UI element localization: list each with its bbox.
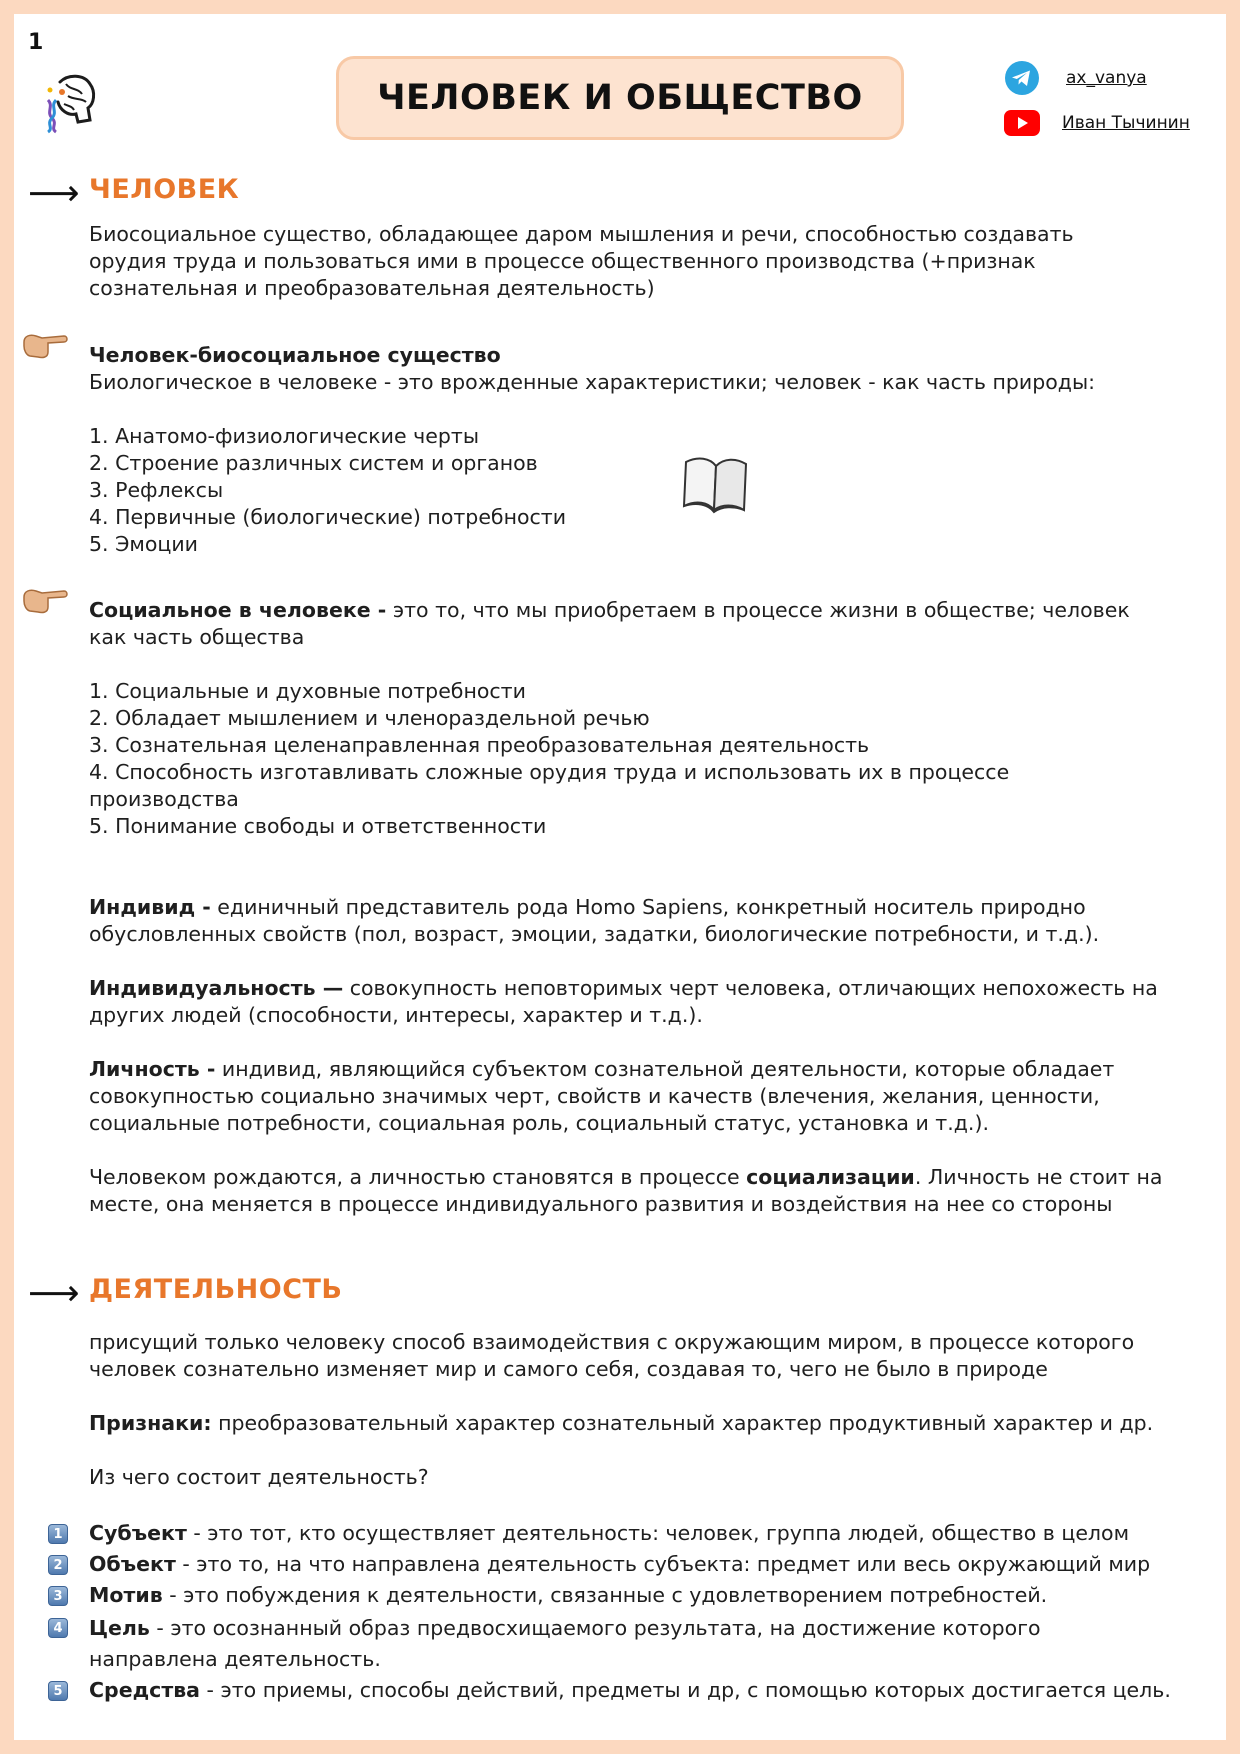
list-item: 2. Строение различных систем и органов	[89, 451, 538, 475]
human-definition	[89, 221, 1204, 302]
page-title: ЧЕЛОВЕК И ОБЩЕСТВО	[377, 78, 863, 118]
text-line: как часть общества	[89, 625, 305, 649]
text-line: совокупностью социально значимых черт, свойств и качеств (влечения, желания, ценности,	[89, 1084, 1100, 1108]
brain-logo-icon	[38, 70, 104, 136]
list-item: 2. Обладает мышлением и членораздельной речью	[89, 706, 650, 730]
list-item: 5. Понимание свободы и ответственности	[89, 814, 547, 838]
text-line: Биосоциальное существо, обладающее даром мышления и речи, способностью создавать	[89, 222, 1074, 246]
text-line: других людей (способности, интересы, характер и т.д.).	[89, 1003, 703, 1027]
component-means: Средства - это приемы, способы действий, предметы и др, с помощью которых достигается цель.	[89, 1678, 1171, 1702]
telegram-icon	[1004, 60, 1040, 96]
youtube-link-row[interactable]	[1004, 110, 1190, 136]
text-line: направлена деятельность.	[89, 1647, 381, 1671]
telegram-handle-link[interactable]: ax_vanya	[1066, 68, 1147, 88]
number-2-icon: 2	[48, 1555, 68, 1575]
social-block	[89, 597, 1204, 840]
goal-line-1: Цель - это осознанный образ предвосхищаемого результата, на достижение которого	[89, 1616, 1041, 1640]
open-book-icon	[680, 452, 750, 516]
text-line: обусловленных свойств (пол, возраст, эмоции, задатки, биологические потребности, и т.д.).	[89, 922, 1100, 946]
youtube-icon	[1004, 110, 1040, 136]
text-line: человек сознательно изменяет мир и самого себя, создавая то, чего не было в природе	[89, 1357, 1048, 1381]
number-4-icon: 4	[48, 1618, 68, 1638]
youtube-channel-link[interactable]: Иван Тычинин	[1062, 113, 1190, 133]
page-number: 1	[28, 30, 44, 55]
pointing-hand-icon	[22, 328, 68, 360]
personality-line-1: Личность - индивид, являющийся субъектом сознательной деятельности, которые обладает	[89, 1057, 1115, 1081]
component-motive: Мотив - это побуждения к деятельности, связанные с удовлетворением потребностей.	[89, 1583, 1048, 1607]
social-line-1: Социальное в человеке - это то, что мы приобретаем в процессе жизни в обществе; человек	[89, 598, 1130, 622]
text-line: социальные потребности, социальная роль, социальный статус, установка и т.д.).	[89, 1111, 989, 1135]
list-item: 3. Сознательная целенаправленная преобразовательная деятельность	[89, 733, 870, 757]
question-line: Из чего состоит деятельность?	[89, 1465, 429, 1489]
list-item: 3. Рефлексы	[89, 478, 224, 502]
individ-block	[89, 894, 1204, 1218]
list-item: 4. Первичные (биологические) потребности	[89, 505, 567, 529]
activity-definition	[89, 1329, 1204, 1491]
section-title-human: ЧЕЛОВЕК	[89, 174, 240, 205]
pointing-hand-icon	[22, 583, 68, 615]
signs-line: Признаки: преобразовательный характер сознательный характер продуктивный характер и др.	[89, 1411, 1154, 1435]
component-object: Объект - это то, на что направлена деятельность субъекта: предмет или весь окружающий мир	[89, 1552, 1151, 1576]
telegram-link-row[interactable]	[1004, 60, 1147, 96]
component-subject: Субъект - это тот, кто осуществляет деятельность: человек, группа людей, общество в целом	[89, 1521, 1130, 1545]
individuality-line-1: Индивидуальность — совокупность неповторимых черт человека, отличающих непохожесть на	[89, 976, 1158, 1000]
individ-line-1: Индивид - единичный представитель рода Homo Sapiens, конкретный носитель природно	[89, 895, 1086, 919]
arrow-icon: ⟶	[28, 1273, 80, 1314]
title-box	[336, 56, 904, 140]
list-item: 5. Эмоции	[89, 532, 198, 556]
page-sheet	[14, 14, 1226, 1740]
text-line: сознательная и преобразовательная деятельность)	[89, 276, 655, 300]
list-item: 4. Способность изготавливать сложные орудия труда и использовать их в процессе	[89, 760, 1010, 784]
text-line: присущий только человеку способ взаимодействия с окружающим миром, в процессе которого	[89, 1330, 1135, 1354]
text-line: месте, она меняется в процессе индивидуального развития и воздействия на нее со стороны	[89, 1192, 1113, 1216]
list-item: производства	[89, 787, 239, 811]
number-3-icon: 3	[48, 1586, 68, 1606]
number-5-icon: 5	[48, 1681, 68, 1701]
bio-block	[89, 342, 1204, 558]
bio-heading: Человек-биосоциальное существо	[89, 343, 501, 367]
section-title-activity: ДЕЯТЕЛЬНОСТЬ	[89, 1274, 343, 1305]
text-line: орудия труда и пользоваться ими в процессе общественного производства (+признак	[89, 249, 1036, 273]
component-goal	[89, 1613, 1209, 1675]
arrow-icon: ⟶	[28, 173, 80, 214]
list-item: 1. Социальные и духовные потребности	[89, 679, 526, 703]
list-item: 1. Анатомо-физиологические черты	[89, 424, 480, 448]
number-1-icon: 1	[48, 1524, 68, 1544]
socialization-line-1: Человеком рождаются, а личностью становятся в процессе социализации. Личность не стоит на	[89, 1165, 1163, 1189]
bio-intro: Биологическое в человеке - это врожденные характеристики; человек - как часть природы:	[89, 370, 1096, 394]
